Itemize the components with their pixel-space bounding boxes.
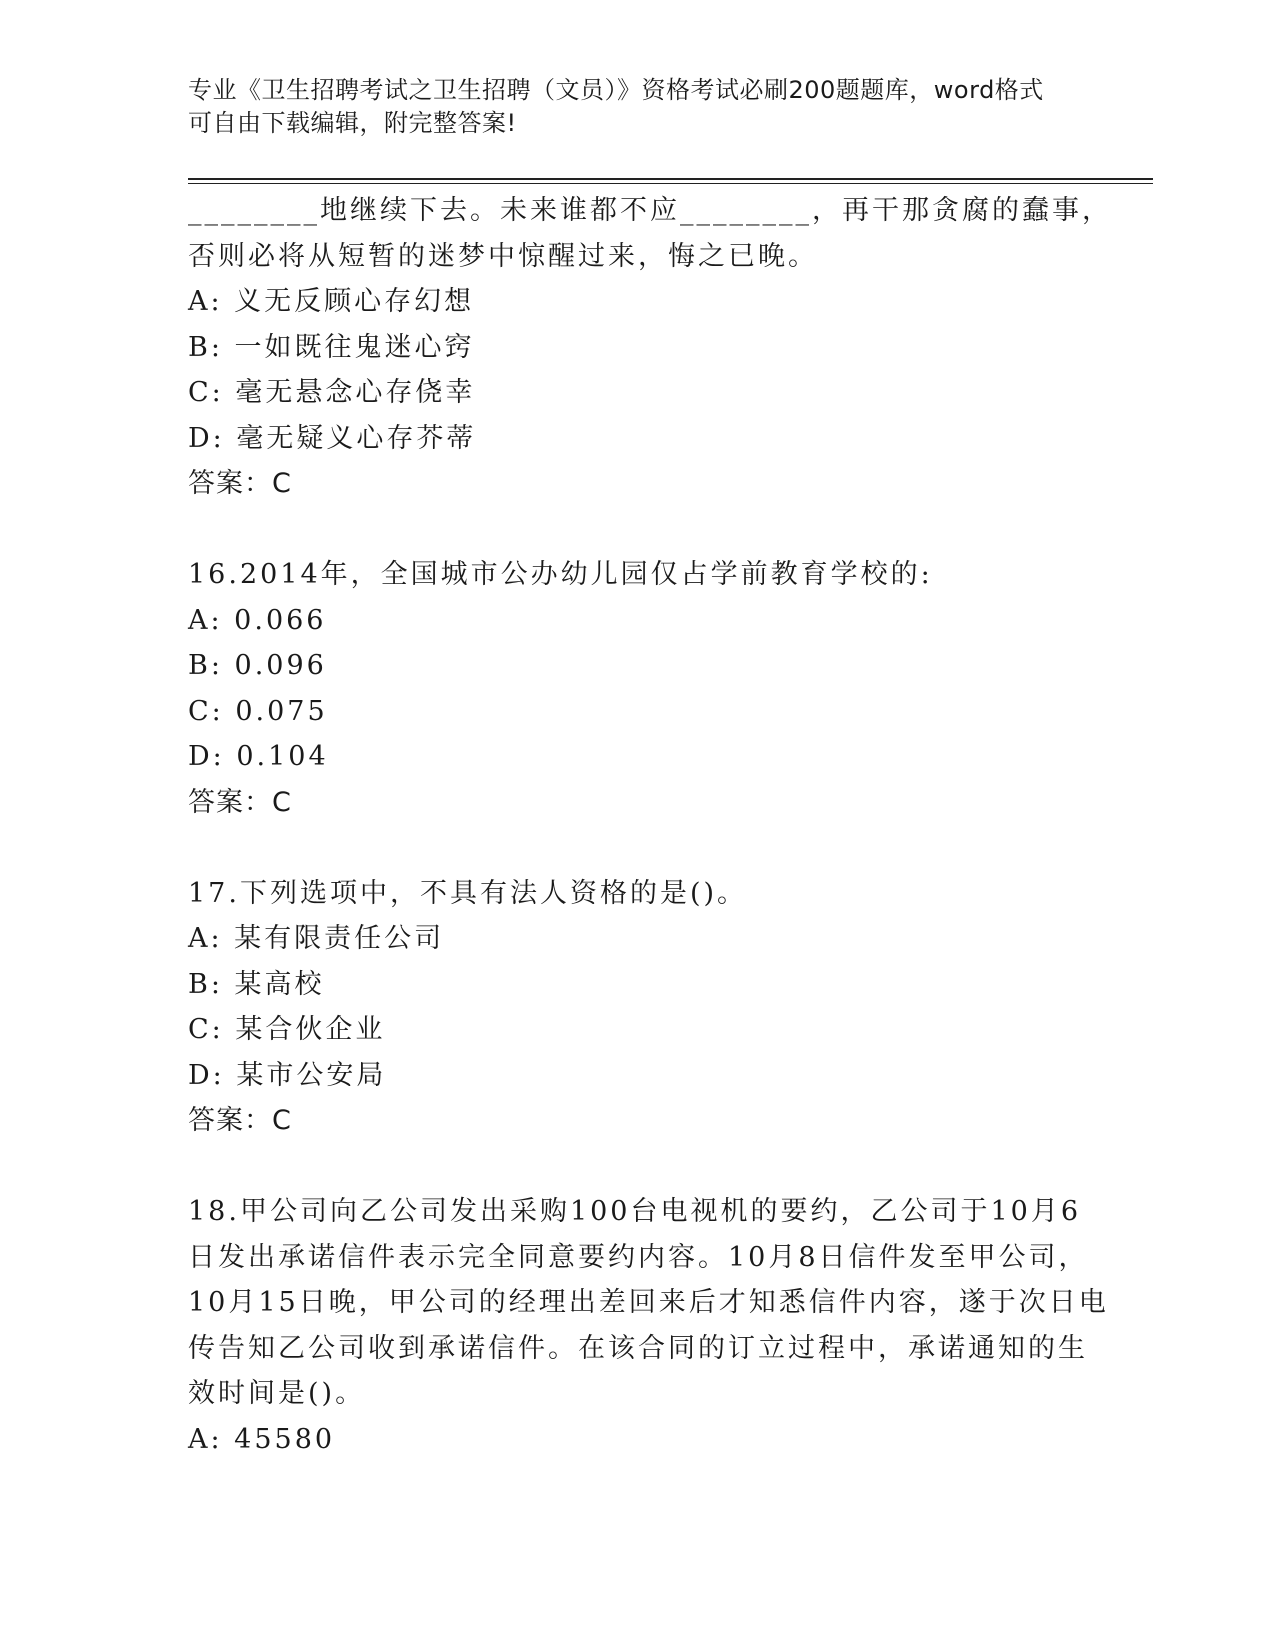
answer-line: 答案：C [188, 786, 292, 818]
header-divider-thick [188, 178, 1153, 180]
answer-line: 答案：C [188, 1105, 292, 1136]
option-a: A: 某有限责任公司 [188, 923, 445, 954]
question-stem-line: 16.2014年，全国城市公办幼儿园仅占学前教育学校的: [188, 559, 933, 590]
question-18 [188, 1189, 1109, 1462]
answer-line: 答案：C [188, 468, 292, 499]
option-b: B: 0.096 [188, 650, 327, 681]
question-17 [188, 871, 1088, 1144]
question-stem-line: 否则必将从短暂的迷梦中惊醒过来，悔之已晚。 [188, 240, 818, 272]
question-stem-line: 效时间是()。 [188, 1378, 366, 1409]
document-header [188, 74, 1088, 140]
option-d: D: 毫无疑义心存芥蒂 [188, 422, 477, 454]
header-divider-thin [188, 183, 1153, 184]
option-c: C: 某合伙企业 [188, 1014, 386, 1045]
option-a: A: 45580 [188, 1423, 336, 1455]
question-stem-line: 日发出承诺信件表示完全同意要约内容。10月8日信件发至甲公司， [188, 1241, 1089, 1273]
option-c: C: 0.075 [188, 695, 328, 727]
option-d: D: 某市公安局 [188, 1059, 387, 1091]
option-c: C: 毫无悬念心存侥幸 [188, 377, 476, 408]
header-line-1: 专业《卫生招聘考试之卫生招聘（文员）》资格考试必刷200题题库，word格式 [188, 76, 1044, 104]
question-list [188, 188, 1112, 1462]
question-stem-line: 10月15日晚，甲公司的经理出差回来后才知悉信件内容，遂于次日电 [188, 1287, 1109, 1318]
header-line-2: 可自由下载编辑，附完整答案! [188, 109, 517, 137]
question-gap [188, 1144, 1088, 1190]
question-gap [188, 507, 1088, 553]
question-15 [188, 188, 1112, 507]
question-stem-line: ________地继续下去。未来谁都不应________，再干那贪腐的蠢事， [188, 195, 1112, 226]
question-stem-line: 17.下列选项中，不具有法人资格的是()。 [188, 877, 748, 909]
question-16 [188, 552, 1088, 825]
option-b: B: 一如既往鬼迷心窍 [188, 331, 475, 363]
option-a: A: 0.066 [188, 604, 327, 636]
question-stem-line: 18.甲公司向乙公司发出采购100台电视机的要约，乙公司于10月6 [188, 1196, 1082, 1227]
option-b: B: 某高校 [188, 968, 325, 1000]
question-stem-line: 传告知乙公司收到承诺信件。在该合同的订立过程中，承诺通知的生 [188, 1332, 1088, 1364]
question-gap [188, 825, 1088, 871]
option-d: D: 0.104 [188, 741, 329, 772]
option-a: A: 义无反顾心存幻想 [188, 286, 475, 317]
